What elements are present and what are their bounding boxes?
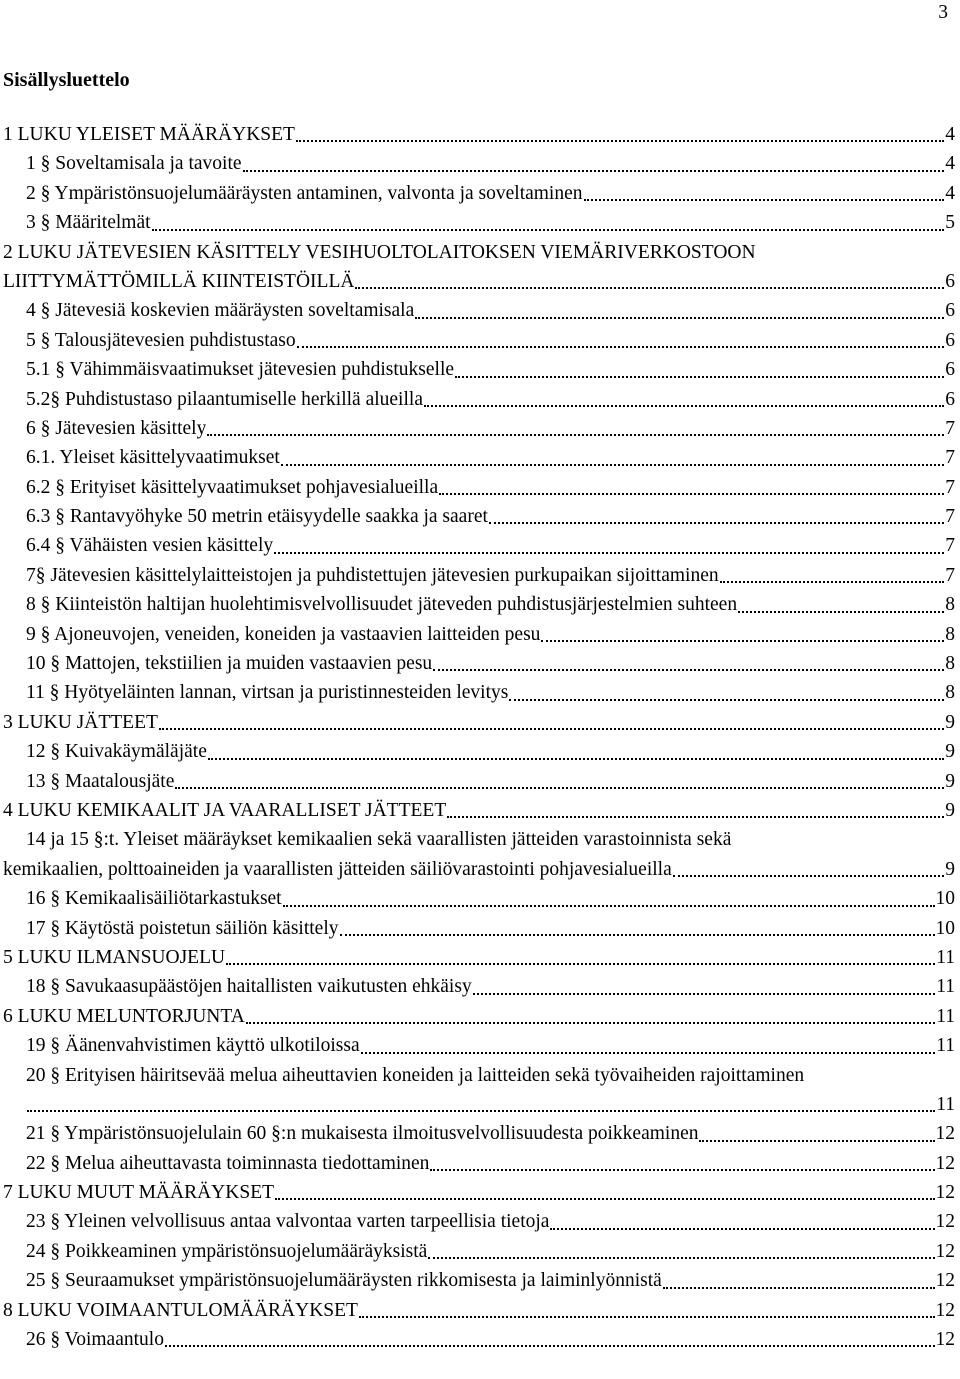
toc-entry-title: 13 § Maatalousjäte [26, 770, 175, 792]
dot-leader [165, 1345, 935, 1347]
toc-entry [3, 208, 955, 237]
dot-leader [175, 787, 944, 789]
toc-entry [3, 1002, 955, 1031]
toc-entry-title: 26 § Voimaantulo [26, 1329, 164, 1351]
dot-leader [424, 405, 944, 407]
toc-entry-title: 2 § Ympäristönsuojelumääräysten antaminen, valvonta ja soveltaminen [26, 182, 583, 204]
toc-entry-title: 17 § Käytöstä poistetun säiliön käsittely [26, 917, 339, 939]
toc-entry [3, 561, 955, 590]
toc-entry-page: 12 [935, 1329, 955, 1351]
toc-entry-title: 24 § Poikkeaminen ympäristönsuojelumääräyksistä [26, 1240, 428, 1262]
toc-entry [3, 972, 955, 1001]
toc-entry-page: 9 [945, 799, 955, 821]
toc-entry [3, 1178, 955, 1207]
toc-entry [3, 1031, 955, 1060]
dot-leader [439, 493, 944, 495]
dot-leader [340, 934, 935, 936]
toc-entry [3, 1207, 955, 1236]
toc-entry [3, 179, 955, 208]
toc-entry [3, 678, 955, 707]
toc-entry-title: 6.3 § Rantavyöhyke 50 metrin etäisyydelle saakka ja saaret [26, 506, 488, 528]
toc-entry [3, 326, 955, 355]
toc-entry-page: 12 [935, 1182, 955, 1204]
toc-entry-page: 4 [945, 182, 955, 204]
toc-entry-page: 8 [945, 594, 955, 616]
page-number: 3 [938, 2, 948, 23]
toc-entry [3, 355, 955, 384]
toc-entry [3, 238, 955, 267]
toc-entry-page: 11 [936, 976, 955, 998]
toc-entry [3, 708, 955, 737]
toc-entry [3, 1325, 955, 1354]
dot-leader [208, 758, 944, 760]
toc-entry [3, 737, 955, 766]
dot-leader [550, 1228, 934, 1230]
toc-entry-page: 7 [945, 417, 955, 439]
toc-entry-title: 2 LUKU JÄTEVESIEN KÄSITTELY VESIHUOLTOLAITOKSEN VIEMÄRIVERKOSTOON [3, 241, 756, 263]
toc-entry-title: 6 LUKU MELUNTORJUNTA [3, 1005, 245, 1027]
toc-entry-title: 5 § Talousjätevesien puhdistustaso [26, 329, 296, 351]
dot-leader [489, 522, 944, 524]
dot-leader [283, 905, 935, 907]
toc-entry-title: LIITTYMÄTTÖMILLÄ KIINTEISTÖILLÄ [3, 270, 355, 292]
dot-leader [455, 376, 944, 378]
dot-leader [355, 287, 944, 289]
dot-leader [159, 728, 944, 730]
toc-entry-page: 6 [945, 359, 955, 381]
toc-entry-page: 7 [945, 535, 955, 557]
toc-entry-title: 5.2§ Puhdistustaso pilaantumiselle herkillä alueilla [26, 388, 423, 410]
dot-leader [359, 1316, 935, 1318]
dot-leader [415, 317, 944, 319]
toc-entry-page: 8 [945, 623, 955, 645]
toc-entry-title: 18 § Savukaasupäästöjen haitallisten vaikutusten ehkäisy [26, 976, 472, 998]
dot-leader [584, 199, 945, 201]
dot-leader [207, 434, 944, 436]
toc-entry-page: 8 [945, 682, 955, 704]
toc-entry [3, 767, 955, 796]
toc-entry-page: 4 [945, 124, 955, 145]
toc-entry-title: 21 § Ympäristönsuojelulain 60 §:n mukaisesta ilmoitusvelvollisuudesta poikkeaminen [26, 1123, 699, 1145]
toc-entry-page: 12 [935, 1240, 955, 1262]
toc-entry-title: 7 LUKU MUUT MÄÄRÄYKSET [3, 1182, 275, 1204]
toc-entry-title: kemikaalien, polttoaineiden ja vaarallisten jätteiden säiliövarastointi pohjavesialueilla [3, 858, 672, 880]
toc-entry [3, 943, 955, 972]
toc-entry [3, 502, 955, 531]
toc-entry [3, 1296, 955, 1325]
dot-leader [27, 1110, 935, 1112]
toc-entry [3, 149, 955, 178]
toc-entry-page: 5 [945, 212, 955, 234]
toc-entry [3, 855, 955, 884]
toc-entry-title: 6.4 § Vähäisten vesien käsittely [26, 535, 274, 557]
toc-entry [3, 825, 955, 854]
toc-entry-page: 4 [945, 153, 955, 175]
toc-entry-page: 7 [945, 506, 955, 528]
toc-entry [3, 1266, 955, 1295]
toc-entry-page: 12 [935, 1299, 955, 1321]
toc-entry [3, 590, 955, 619]
toc-entry-page: 11 [936, 1035, 955, 1057]
toc-entry-page: 9 [945, 741, 955, 763]
toc-entry-page: 12 [935, 1123, 955, 1145]
dot-leader [673, 875, 945, 877]
toc-entry-title: 3 LUKU JÄTTEET [3, 711, 158, 733]
toc-entry-page: 12 [935, 1152, 955, 1174]
toc-entry-title: 4 LUKU KEMIKAALIT JA VAARALLISET JÄTTEET [3, 799, 447, 821]
toc-entry-page: 6 [945, 270, 955, 292]
toc-entry-page: 6 [945, 388, 955, 410]
toc-entry-title: 22 § Melua aiheuttavasta toiminnasta tiedottaminen [26, 1152, 430, 1174]
toc-entry [3, 443, 955, 472]
toc-entry [3, 1061, 955, 1090]
toc-entry [3, 884, 955, 913]
toc-entry-page: 6 [945, 329, 955, 351]
toc-entry [3, 620, 955, 649]
toc-entry-title: 4 § Jätevesiä koskevien määräysten soveltamisala [26, 300, 415, 322]
toc-entry [3, 414, 955, 443]
toc-entry-title: 20 § Erityisen häiritsevää melua aiheuttavien koneiden ja laitteiden sekä työvaiheiden rajoittaminen [26, 1064, 805, 1086]
toc-entry-title: 14 ja 15 §:t. Yleiset määräykset kemikaalien sekä vaarallisten jätteiden varastoinnista sekä [26, 829, 732, 851]
toc-entry [3, 649, 955, 678]
toc-entry-page: 10 [935, 888, 955, 910]
toc-entry [3, 120, 955, 149]
toc-entry [3, 531, 955, 560]
toc-entry [3, 1149, 955, 1178]
toc-entry-title: 6.2 § Erityiset käsittelyvaatimukset pohjavesialueilla [26, 476, 439, 498]
toc-entry-page: 7 [945, 564, 955, 586]
toc-entry-title: 5 LUKU ILMANSUOJELU [3, 946, 226, 968]
dot-leader [430, 1169, 934, 1171]
dot-leader [246, 1022, 935, 1024]
dot-leader [433, 669, 944, 671]
toc-entry-page: 10 [935, 917, 955, 939]
toc-entry-title: 6.1. Yleiset käsittelyvaatimukset [26, 447, 280, 469]
toc-entry [3, 1090, 955, 1119]
toc-title: Sisällysluettelo [3, 69, 130, 91]
dot-leader [738, 611, 944, 613]
dot-leader [447, 816, 944, 818]
toc-entry [3, 267, 955, 296]
toc-entry-title: 16 § Kemikaalisäiliötarkastukset [26, 888, 282, 910]
toc-entry-page: 12 [935, 1211, 955, 1233]
toc-entry [3, 796, 955, 825]
dot-leader [699, 1140, 934, 1142]
toc-entry [3, 296, 955, 325]
dot-leader [274, 552, 944, 554]
toc-entry-title: 10 § Mattojen, tekstiilien ja muiden vastaavien pesu [26, 653, 433, 675]
toc-entry-page: 7 [945, 476, 955, 498]
toc-entry [3, 473, 955, 502]
toc-entry-page: 11 [936, 1093, 955, 1115]
toc-entry-title: 7§ Jätevesien käsittelylaitteistojen ja puhdistettujen jätevesien purkupaikan sijoittaminen [26, 564, 719, 586]
dot-leader [226, 963, 935, 965]
toc-entry-page: 11 [936, 1005, 955, 1027]
toc-entry-page: 9 [945, 770, 955, 792]
dot-leader [509, 699, 944, 701]
toc-entry-title: 23 § Yleinen velvollisuus antaa valvontaa varten tarpeellisia tietoja [26, 1211, 550, 1233]
table-of-contents [3, 120, 955, 1354]
toc-entry-page: 11 [936, 946, 955, 968]
toc-entry-title: 6 § Jätevesien käsittely [26, 417, 207, 439]
dot-leader [243, 170, 945, 172]
dot-leader [428, 1257, 934, 1259]
dot-leader [275, 1198, 934, 1200]
toc-entry-title: 5.1 § Vähimmäisvaatimukset jätevesien puhdistukselle [26, 359, 455, 381]
toc-entry-title: 19 § Äänenvahvistimen käyttö ulkotiloissa [26, 1035, 360, 1057]
dot-leader [281, 464, 944, 466]
toc-entry-title: 12 § Kuivakäymäläjäte [26, 741, 207, 763]
toc-entry-page: 12 [935, 1270, 955, 1292]
toc-entry [3, 385, 955, 414]
dot-leader [663, 1287, 935, 1289]
toc-entry-title: 3 § Määritelmät [26, 212, 151, 234]
dot-leader [541, 640, 944, 642]
dot-leader [361, 1052, 936, 1054]
dot-leader [152, 229, 945, 231]
toc-entry-title: 1 § Soveltamisala ja tavoite [26, 153, 242, 175]
toc-entry-title: 1 LUKU YLEISET MÄÄRÄYKSET [3, 124, 295, 145]
toc-entry-title: 9 § Ajoneuvojen, veneiden, koneiden ja vastaavien laitteiden pesu [26, 623, 541, 645]
dot-leader [297, 346, 945, 348]
toc-entry-title: 11 § Hyötyeläinten lannan, virtsan ja puristinnesteiden levitys [26, 682, 509, 704]
toc-entry-page: 6 [945, 300, 955, 322]
toc-entry-page: 8 [945, 653, 955, 675]
toc-entry-title: 25 § Seuraamukset ympäristönsuojelumääräysten rikkomisesta ja laiminlyönnistä [26, 1270, 662, 1292]
dot-leader [473, 993, 936, 995]
toc-entry-title: 8 § Kiinteistön haltijan huolehtimisvelvollisuudet jäteveden puhdistusjärjestelmien suhteen [26, 594, 738, 616]
toc-entry [3, 914, 955, 943]
toc-entry-page: 9 [945, 711, 955, 733]
toc-entry-page: 7 [945, 447, 955, 469]
toc-entry [3, 1119, 955, 1148]
toc-entry-page: 9 [945, 858, 955, 880]
toc-entry [3, 1237, 955, 1266]
dot-leader [720, 581, 945, 583]
toc-entry-title: 8 LUKU VOIMAANTULOMÄÄRÄYKSET [3, 1299, 358, 1321]
dot-leader [296, 140, 944, 142]
